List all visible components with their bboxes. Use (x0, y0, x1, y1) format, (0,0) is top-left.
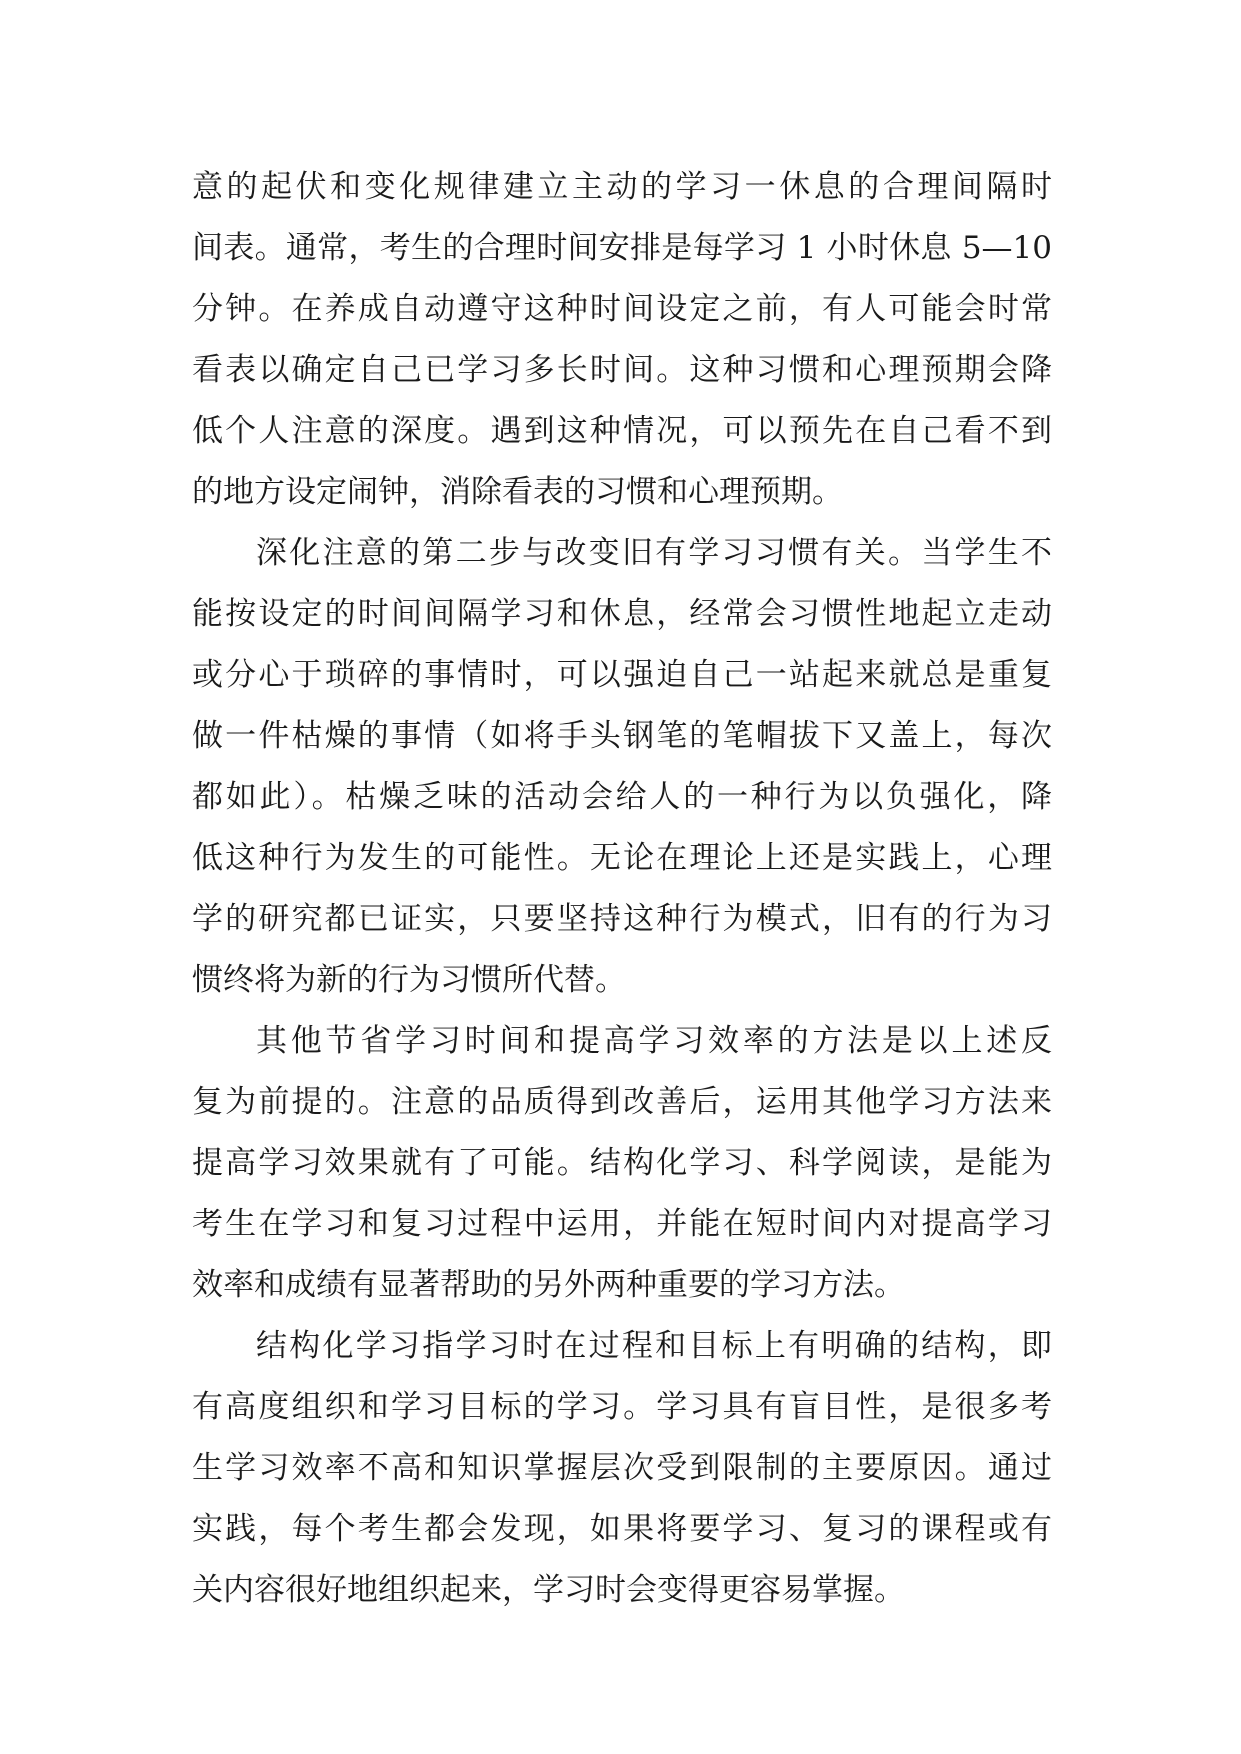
text-line: 深化注意的第二步与改变旧有学习习惯有关。当学生不 (256, 535, 1052, 571)
text-line: 惯终将为新的行为习惯所代替。 (192, 962, 626, 998)
paragraph-3 (192, 1011, 1052, 1316)
text-line: 间表。通常，考生的合理时间安排是每学习 1 小时休息 5—10 (192, 230, 1052, 266)
text-line: 都如此）。枯燥乏味的活动会给人的一种行为以负强化，降 (192, 779, 1052, 815)
text-line: 分钟。在养成自动遵守这种时间设定之前，有人可能会时常 (192, 291, 1052, 327)
text-line: 考生在学习和复习过程中运用，并能在短时间内对提高学习 (192, 1206, 1052, 1242)
body-text (192, 157, 1052, 1621)
text-line: 的地方设定闹钟，消除看表的习惯和心理预期。 (192, 474, 843, 510)
text-line: 低个人注意的深度。遇到这种情况，可以预先在自己看不到 (192, 413, 1052, 449)
text-line: 实践，每个考生都会发现，如果将要学习、复习的课程或有 (192, 1511, 1052, 1547)
paragraph-2 (192, 523, 1052, 1011)
text-line: 低这种行为发生的可能性。无论在理论上还是实践上，心理 (192, 840, 1052, 876)
text-line: 关内容很好地组织起来，学习时会变得更容易掌握。 (192, 1572, 905, 1608)
text-line: 其他节省学习时间和提高学习效率的方法是以上述反 (256, 1023, 1052, 1059)
text-line: 或分心于琐碎的事情时，可以强迫自己一站起来就总是重复 (192, 657, 1052, 693)
text-line: 看表以确定自己已学习多长时间。这种习惯和心理预期会降 (192, 352, 1052, 388)
text-line: 意的起伏和变化规律建立主动的学习一休息的合理间隔时 (192, 169, 1052, 205)
text-line: 做一件枯燥的事情（如将手头钢笔的笔帽拔下又盖上，每次 (192, 718, 1052, 754)
paragraph-4 (192, 1316, 1052, 1621)
text-line: 复为前提的。注意的品质得到改善后，运用其他学习方法来 (192, 1084, 1052, 1120)
text-line: 学的研究都已证实，只要坚持这种行为模式，旧有的行为习 (192, 901, 1052, 937)
paragraph-1 (192, 157, 1052, 523)
text-line: 提高学习效果就有了可能。结构化学习、科学阅读，是能为 (192, 1145, 1052, 1181)
text-line: 效率和成绩有显著帮助的另外两种重要的学习方法。 (192, 1267, 905, 1303)
text-line: 生学习效率不高和知识掌握层次受到限制的主要原因。通过 (192, 1450, 1052, 1486)
text-line: 结构化学习指学习时在过程和目标上有明确的结构，即 (256, 1328, 1052, 1364)
text-line: 能按设定的时间间隔学习和休息，经常会习惯性地起立走动 (192, 596, 1052, 632)
text-line: 有高度组织和学习目标的学习。学习具有盲目性，是很多考 (192, 1389, 1052, 1425)
